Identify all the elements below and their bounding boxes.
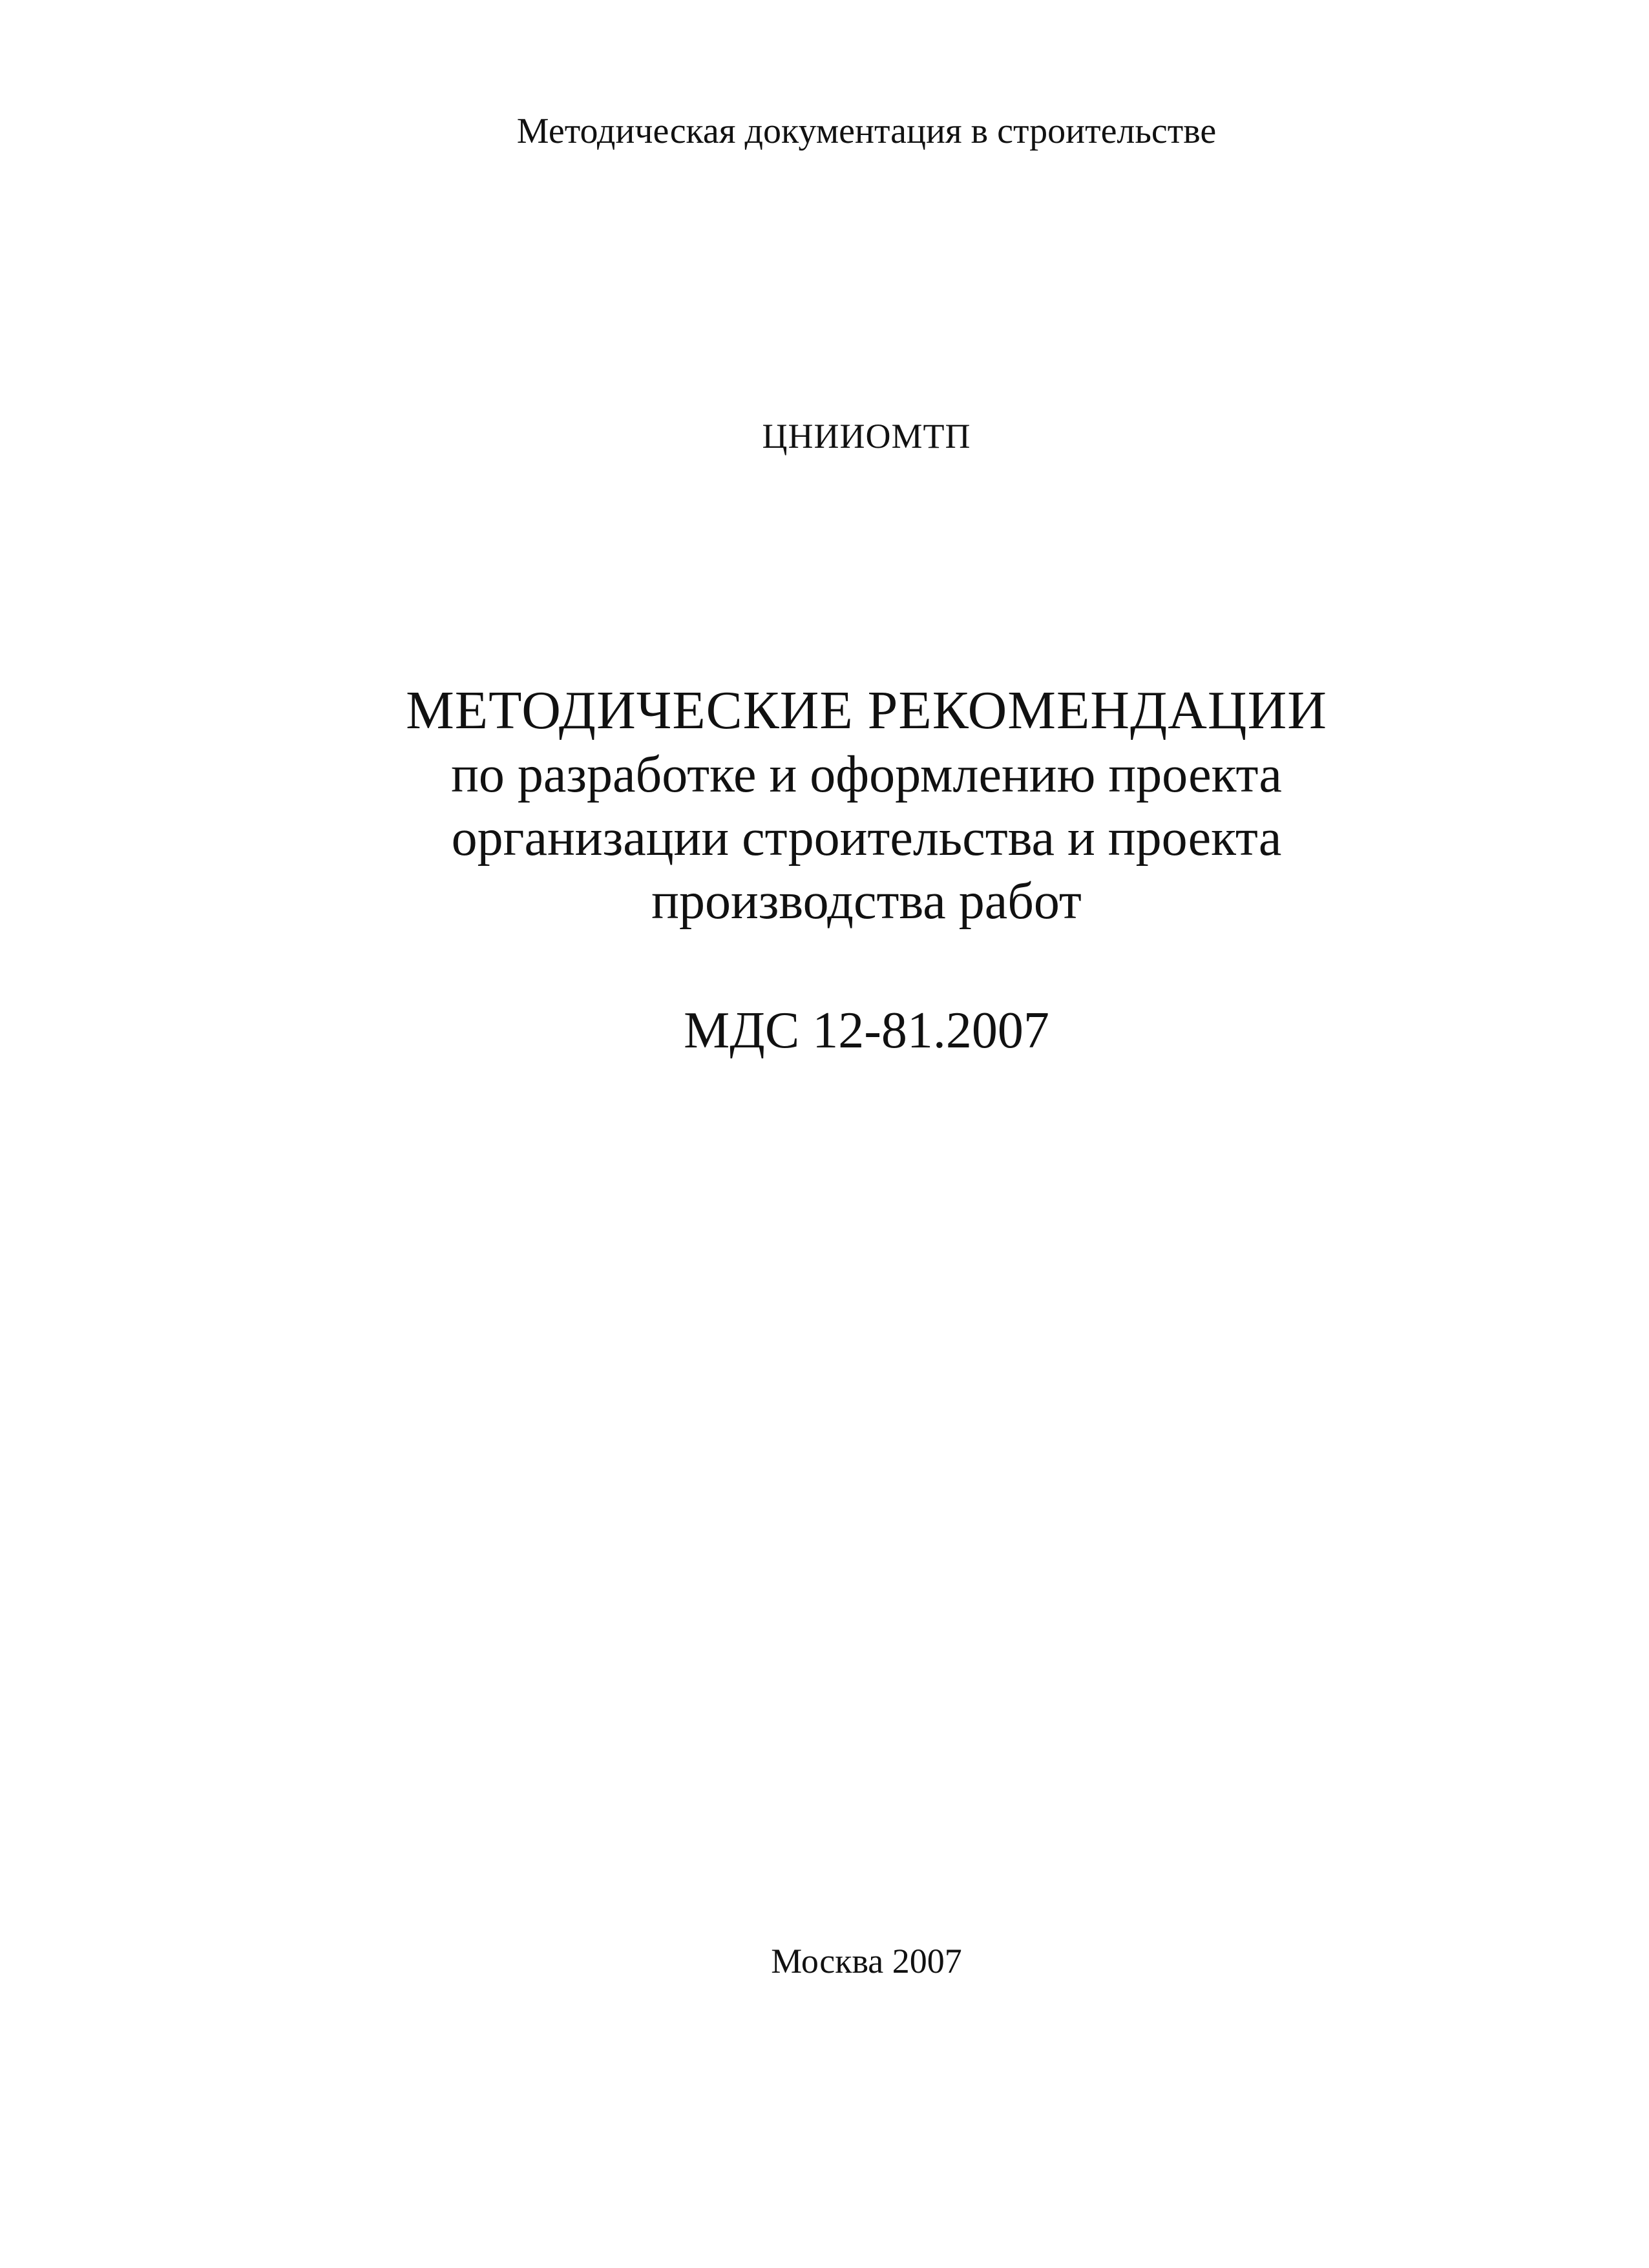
document-title (0, 678, 1649, 933)
place-year: Москва 2007 (771, 1942, 962, 1980)
document-code: МДС 12-81.2007 (684, 1002, 1049, 1059)
title-line: производства работ (651, 873, 1082, 930)
title-line: организации строительства и проекта (451, 810, 1282, 866)
title-main: МЕТОДИЧЕСКИЕ РЕКОМЕНДАЦИИ (406, 680, 1327, 740)
organization-name: ЦНИИОМТП (762, 417, 971, 456)
title-line: по разработке и оформлению проекта (451, 746, 1282, 803)
series-header: Методическая документация в строительстве (516, 111, 1217, 151)
